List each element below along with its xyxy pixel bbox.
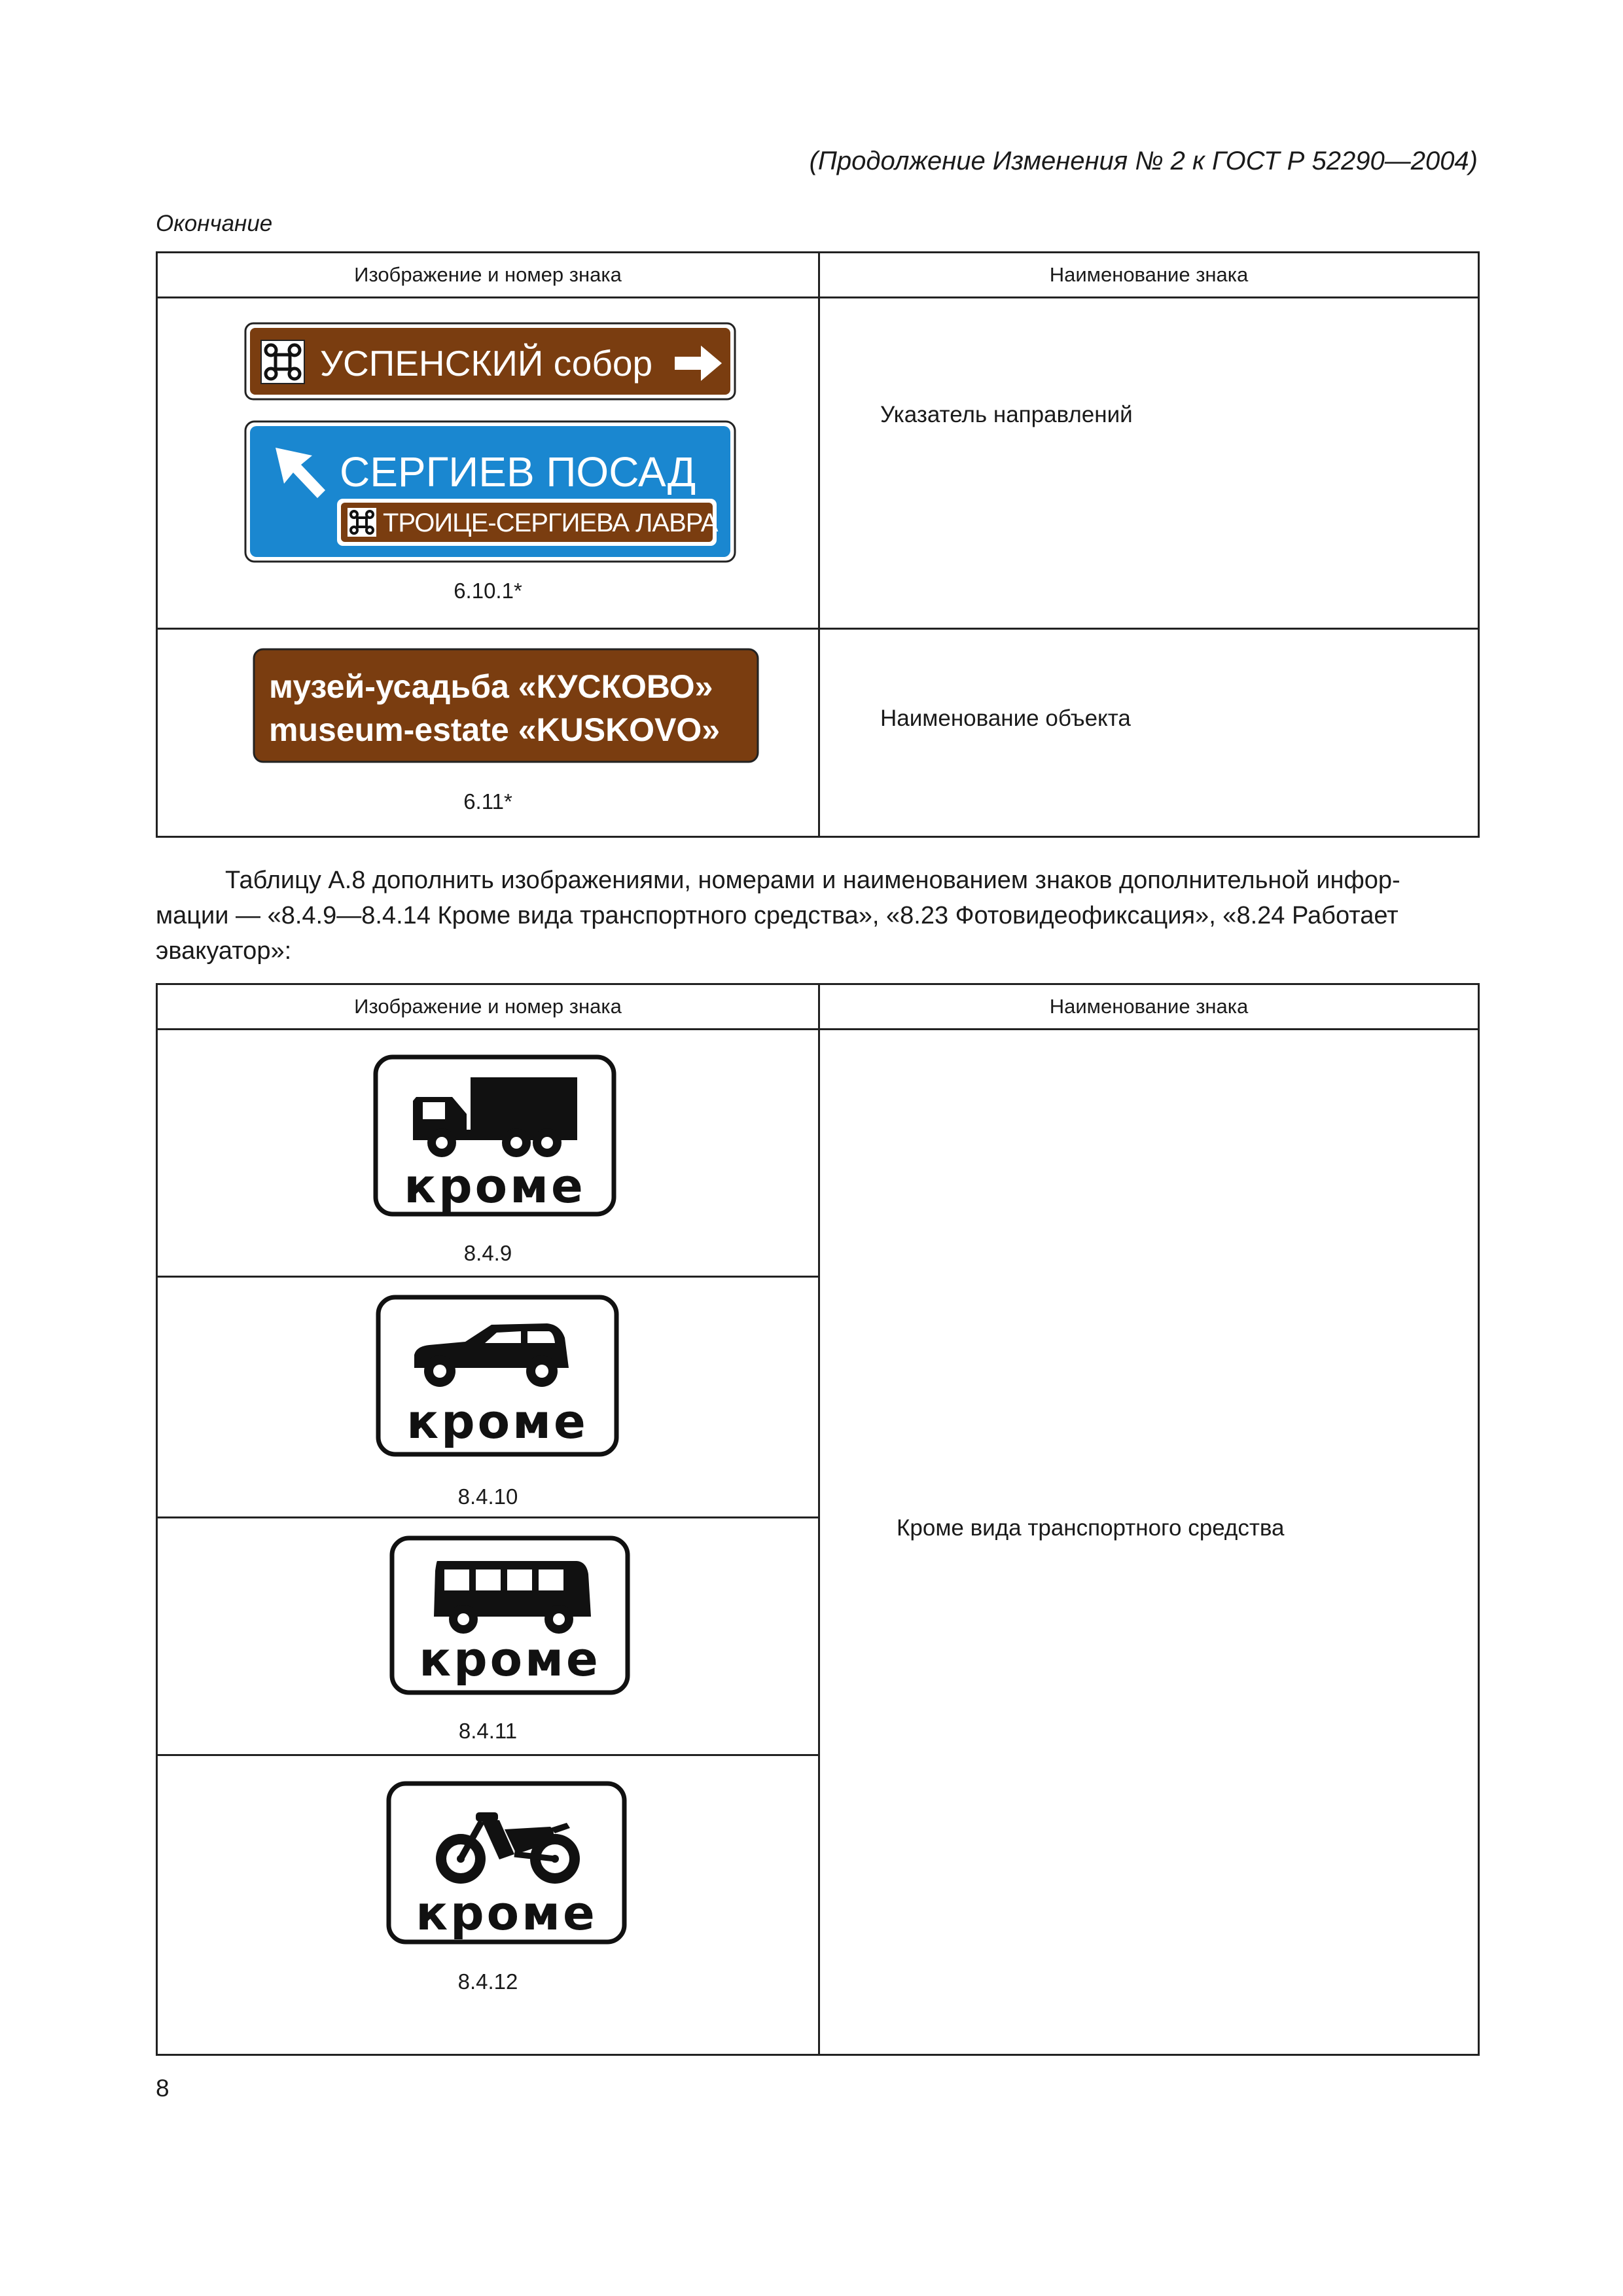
kuskovo-line-ru: музей-усадьба «КУСКОВО» xyxy=(269,668,713,705)
landmark-symbol-small-icon xyxy=(348,508,376,537)
sign-number-8-4-12: 8.4.12 xyxy=(457,1969,518,1994)
object-name-sign-graphics xyxy=(158,630,820,787)
krome-label: кроме xyxy=(416,1886,597,1941)
continuation-note: (Продолжение Изменения № 2 к ГОСТ Р 52290—2004) xyxy=(809,147,1478,175)
amendment-paragraph xyxy=(156,863,1478,969)
sign-number-6-10-1: 6.10.1* xyxy=(454,579,522,603)
paragraph-line-2: мации — «8.4.9—8.4.14 Кроме вида транспортного средства», «8.23 Фотовидеофиксация», «8.24 Работает xyxy=(156,902,1399,929)
table2-header-image: Изображение и номер знака xyxy=(157,984,819,1030)
krome-label: кроме xyxy=(406,1394,588,1449)
sign-name-6-11: Наименование объекта xyxy=(880,706,1131,731)
sign-name-8-4: Кроме вида транспортного средства xyxy=(897,1515,1285,1541)
sign-number-8-4-10: 8.4.10 xyxy=(457,1484,518,1509)
signs-table-2 xyxy=(156,983,1480,2056)
krome-label: кроме xyxy=(404,1158,586,1213)
direction-sign-graphics xyxy=(158,298,820,606)
table2-row-8-4-12-image xyxy=(157,1755,819,2055)
table1-header-name: Наименование знака xyxy=(819,253,1479,298)
sign-8-4-12 xyxy=(158,1756,820,2005)
sergiev-posad-title: СЕРГИЕВ ПОСАД xyxy=(340,448,696,495)
sign-8-4-9 xyxy=(158,1030,820,1233)
ending-label: Окончание xyxy=(156,211,273,236)
table1-row-6-10-1-name-cell xyxy=(819,298,1479,629)
sign-number-8-4-11: 8.4.11 xyxy=(458,1719,518,1743)
table1-header-image: Изображение и номер знака xyxy=(157,253,819,298)
lavra-subtitle: ТРОИЦЕ-СЕРГИЕВА ЛАВРА xyxy=(383,509,718,537)
sign-number-6-11: 6.11* xyxy=(463,789,512,814)
sign-name-6-10-1: Указатель направлений xyxy=(880,402,1133,427)
kuskovo-sign xyxy=(254,649,758,762)
page-number: 8 xyxy=(156,2075,169,2102)
paragraph-line-3: эвакуатор»: xyxy=(156,937,292,965)
table2-name-cell xyxy=(819,1030,1479,2055)
table1-row-6-11-name-cell xyxy=(819,629,1479,837)
uspensky-sign-text: УСПЕНСКИЙ собор xyxy=(320,343,653,384)
table1-row-6-10-1-image xyxy=(157,298,819,629)
sign-8-4-11 xyxy=(158,1518,820,1721)
table2-row-8-4-11-image xyxy=(157,1518,819,1755)
landmark-symbol-icon xyxy=(261,340,304,384)
kuskovo-line-en: museum-estate «KUSKOVO» xyxy=(269,711,721,748)
uspensky-sign xyxy=(245,323,735,399)
signs-table-1 xyxy=(156,251,1480,838)
table2-header-name: Наименование знака xyxy=(819,984,1479,1030)
sign-8-4-10 xyxy=(158,1278,820,1480)
krome-label: кроме xyxy=(419,1632,601,1687)
sign-number-8-4-9: 8.4.9 xyxy=(463,1241,512,1265)
sergiev-posad-sign xyxy=(245,422,735,562)
paragraph-line-1: Таблицу А.8 дополнить изображениями, номерами и наименованием знаков дополнительной инфор- xyxy=(225,867,1400,894)
table2-row-8-4-10-image xyxy=(157,1277,819,1518)
table2-row-8-4-9-image xyxy=(157,1030,819,1277)
table1-row-6-11-image xyxy=(157,629,819,837)
